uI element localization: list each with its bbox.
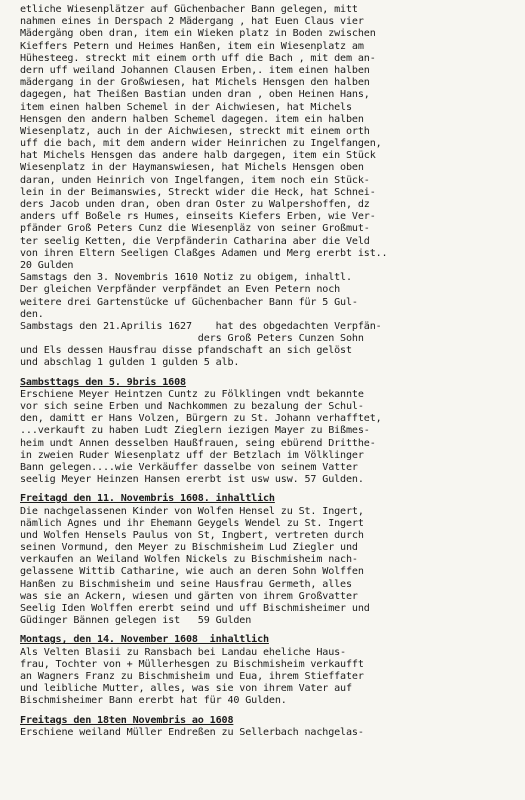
text-line: Der gleichen Verpfänder verpfändet an Even Petern noch <box>20 284 341 296</box>
text-line: Kieffers Petern und Heimes Hanßen, item ein Wiesenplatz am <box>20 40 364 52</box>
text-line: von ihren Eltern Seeligen Claßges Adamen und Merg ererbt ist.. <box>20 247 388 259</box>
text-line: und abschlag 1 gulden 1 gulden 5 alb. <box>20 357 240 369</box>
text-line: Hanßen zu Bischmisheim und seine Hausfrau Germeth, alles <box>20 578 352 590</box>
text-line: Sambstags den 21.Aprilis 1627 hat des obgedachten Verpfän- <box>20 320 382 332</box>
text-line: ter seelig Ketten, die Verpfänderin Catharina aber die Veld <box>20 235 370 247</box>
entry-heading: Montags, den 14. November 1608 inhaltlich <box>20 634 269 646</box>
text-line: pfänder Groß Peters Cunz die Wiesenpläz von seiner Großmut- <box>20 223 370 235</box>
text-line: nämlich Agnes und ihr Ehemann Geygels Wendel zu St. Ingert <box>20 517 364 529</box>
text-line: item einen halben Schemel in der Aichwiesen, hat Michels <box>20 101 352 113</box>
text-line: ders Groß Peters Cunzen Sohn <box>20 333 364 345</box>
text-line: dagegen, hat Theißen Bastian unden dran , oben Heinen Hans, <box>20 89 370 101</box>
text-line: was sie an Äckern, wiesen und gärten von ihrem Großvatter <box>20 590 358 602</box>
text-line: Als Velten Blasii zu Ransbach bei Landau eheliche Haus- <box>20 646 346 658</box>
text-line: seinen Vormund, den Meyer zu Bischmisheim Lud Ziegler und <box>20 542 358 554</box>
text-line: heim undt Annen desselben Haußfrauen, seing ebürend Dritthe- <box>20 437 376 449</box>
text-line: mädergang in der Großwiesen, hat Michels Hensgen den halben <box>20 77 370 89</box>
text-line: Erschiene Meyer Heintzen Cuntz zu Fölklingen vndt bekannte <box>20 388 364 400</box>
text-line: nahmen eines in Derspach 2 Mädergang , hat Euen Claus vier <box>20 16 364 28</box>
text-line: seelig Meyer Heinzen Hansen ererbt ist usw usw. 57 Gulden. <box>20 474 364 486</box>
text-line: uff die bach, mit dem andern wider Heinrichen zu Ingelfangen, <box>20 138 382 150</box>
text-line: anders uff Boßele rs Humes, einseits Kiefers Erben, wie Ver- <box>20 211 376 223</box>
text-line: verkaufen an Weiland Wolfen Nickels zu Bischmisheim nach- <box>20 554 358 566</box>
text-line: Bann gelegen....wie Verkäuffer dasselbe von seinem Vatter <box>20 461 358 473</box>
text-line: Wiesenplatz in der Haymanswiesen, hat Michels Hensgen oben <box>20 162 364 174</box>
text-line: Bischmisheimer Bann ererbt hat für 40 Gulden. <box>20 695 287 707</box>
text-line: weitere drei Gartenstücke uf Güchenbacher Bann für 5 Gul- <box>20 296 358 308</box>
text-line: an Wagners Franz zu Bischmisheim und Eua, ihrem Stieffater <box>20 670 364 682</box>
text-line: vor sich seine Erben und Nachkommen zu bezalung der Schul- <box>20 401 364 412</box>
text-line: in zweien Ruder Wiesenplatz uff der Betzlach im Völklinger <box>20 449 364 461</box>
text-line: Samstags den 3. Novembris 1610 Notiz zu obigem, inhaltl. <box>20 272 352 284</box>
text-line: und Els dessen Hausfrau disse pfandschaft an sich gelöst <box>20 345 352 357</box>
entry-heading: Sambsttags den 5. 9bris 1608 <box>20 376 186 388</box>
text-line: gelassene Wittib Catharine, wie auch an deren Sohn Wolffen <box>20 566 364 578</box>
text-line: 20 Gulden <box>20 259 74 271</box>
text-line: und Wolfen Hensels Paulus von St, Ingbert, vertreten durch <box>20 529 364 541</box>
text-line: frau, Tochter von + Müllerhesgen zu Bischmisheim verkaufft <box>20 658 364 670</box>
text-line: Die nachgelassenen Kinder von Wolfen Hensel zu St. Ingert, <box>20 505 364 517</box>
text-line: lein in der Beimanswies, Streckt wider die Heck, hat Schnei- <box>20 186 376 198</box>
text-line: Hensgen den andern halben Schemel dagegen. item ein halben <box>20 113 364 125</box>
text-line: und leibliche Mutter, alles, was sie von ihrem Vater auf <box>20 683 352 695</box>
entry-heading: Freitags den 18ten Novembris ao 1608 <box>20 714 234 726</box>
typed-text-body <box>20 4 519 739</box>
text-line: ders Jacob unden dran, oben dran Oster zu Walpershoffen, dz <box>20 199 370 210</box>
text-line: Mädergäng oben dran, item ein Wieken platz in Boden zwischen <box>20 28 376 40</box>
text-line: Wiesenplatz, auch in der Aichwiesen, streckt mit einem orth <box>20 125 370 137</box>
entry-heading: Freitagd den 11. Novembris 1608. inhaltlich <box>20 493 275 505</box>
text-line: den. <box>20 308 44 320</box>
text-line: den, damitt er Hans Volzen, Bürgern zu St. Johann verhafftet, <box>20 413 382 425</box>
text-line: etliche Wiesenplätzer auf Güchenbacher Bann gelegen, mitt <box>20 4 358 15</box>
text-line: Güdinger Bännen gelegen ist 59 Gulden <box>20 615 252 627</box>
text-line: Hühesteeg. streckt mit einem orth uff die Bach , mit dem an- <box>20 52 376 64</box>
text-line: dern uff weiland Johannen Clausen Erben,. item einen halben <box>20 64 370 76</box>
text-line: ...verkauft zu haben Ludt Zieglern iezigen Mayer zu Bißmes- <box>20 425 370 437</box>
text-line: daran, unden Heinrich von Ingelfangen, item noch ein Stück- <box>20 174 370 186</box>
text-line: hat Michels Hensgen das andere halb dargegen, item ein Stück <box>20 150 376 162</box>
text-line: Erschiene weiland Müller Endreßen zu Sellerbach nachgelas- <box>20 726 364 738</box>
text-line: Seelig Iden Wolffen ererbt seind und uff Bischmisheimer und <box>20 603 370 614</box>
